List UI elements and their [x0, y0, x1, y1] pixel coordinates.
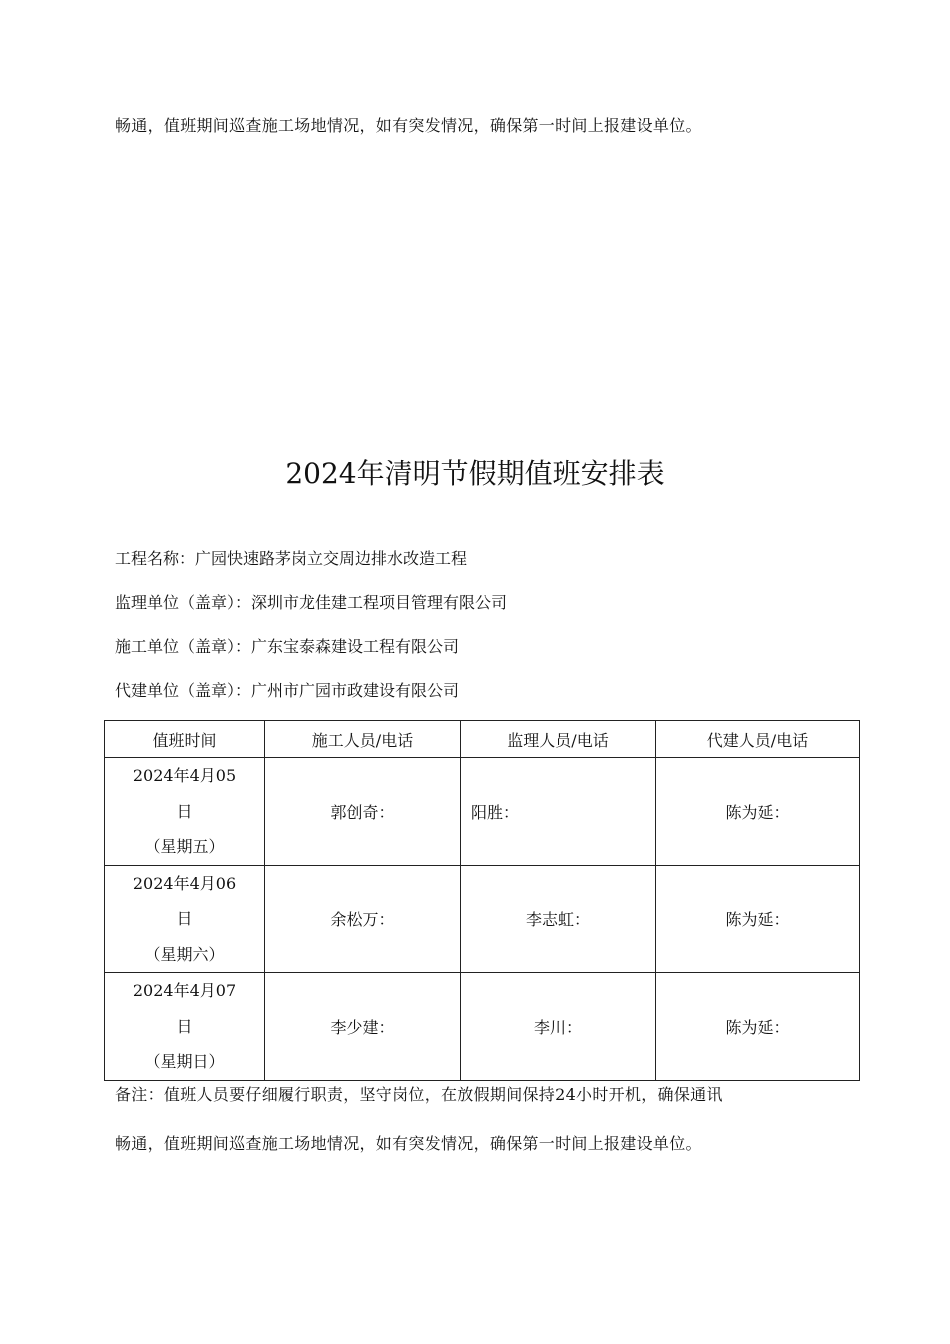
table-row [105, 758, 860, 866]
continuation-text: 畅通，值班期间巡查施工场地情况，如有突发情况，确保第一时间上报建设单位。 [115, 116, 702, 135]
date-line: 2024年4月07 [132, 981, 237, 1000]
header-construction-staff: 施工人员/电话 [265, 721, 461, 758]
supervisor-staff: 李川： [461, 973, 656, 1081]
construction-staff: 李少建： [265, 973, 461, 1081]
supervisor-unit: 监理单位（盖章）：深圳市龙佳建工程项目管理有限公司 [115, 593, 508, 612]
date-line: 日 [176, 909, 193, 928]
date-line: 日 [176, 801, 193, 821]
date-line: 2024年4月06 [132, 873, 237, 893]
weekday-line: （星期六） [144, 944, 225, 964]
table-row [105, 973, 860, 1081]
construction-unit: 施工单位（盖章）：广东宝泰森建设工程有限公司 [115, 637, 460, 656]
agent-unit: 代建单位（盖章）：广州市广园市政建设有限公司 [115, 681, 460, 700]
header-supervisor-staff: 监理人员/电话 [461, 721, 656, 758]
header-duty-time: 值班时间 [105, 721, 265, 758]
duty-date [105, 758, 265, 866]
agent-staff: 陈为延： [656, 973, 860, 1081]
supervisor-staff: 李志虹： [461, 865, 656, 973]
weekday-line: （星期日） [144, 1052, 225, 1071]
agent-staff: 陈为延： [656, 865, 860, 973]
header-agent-staff: 代建人员/电话 [656, 721, 860, 758]
construction-staff: 郭创奇： [265, 758, 461, 866]
page-title: 2024年清明节假期值班安排表 [285, 457, 665, 490]
date-line: 日 [176, 1016, 193, 1036]
table-header-row [105, 721, 860, 758]
project-name: 工程名称：广园快速路茅岗立交周边排水改造工程 [115, 549, 468, 568]
duty-date [105, 973, 265, 1081]
supervisor-staff: 阳胜： [461, 758, 656, 866]
duty-date [105, 865, 265, 973]
duty-schedule-table [104, 720, 860, 1081]
weekday-line: （星期五） [144, 837, 225, 856]
agent-staff: 陈为延： [656, 758, 860, 866]
note-line: 备注：值班人员要仔细履行职责，坚守岗位，在放假期间保持24小时开机，确保通讯 [115, 1085, 723, 1104]
date-line: 2024年4月05 [132, 766, 237, 785]
table-row [105, 865, 860, 973]
note-line: 畅通，值班期间巡查施工场地情况，如有突发情况，确保第一时间上报建设单位。 [115, 1134, 702, 1153]
construction-staff: 余松万： [265, 865, 461, 973]
